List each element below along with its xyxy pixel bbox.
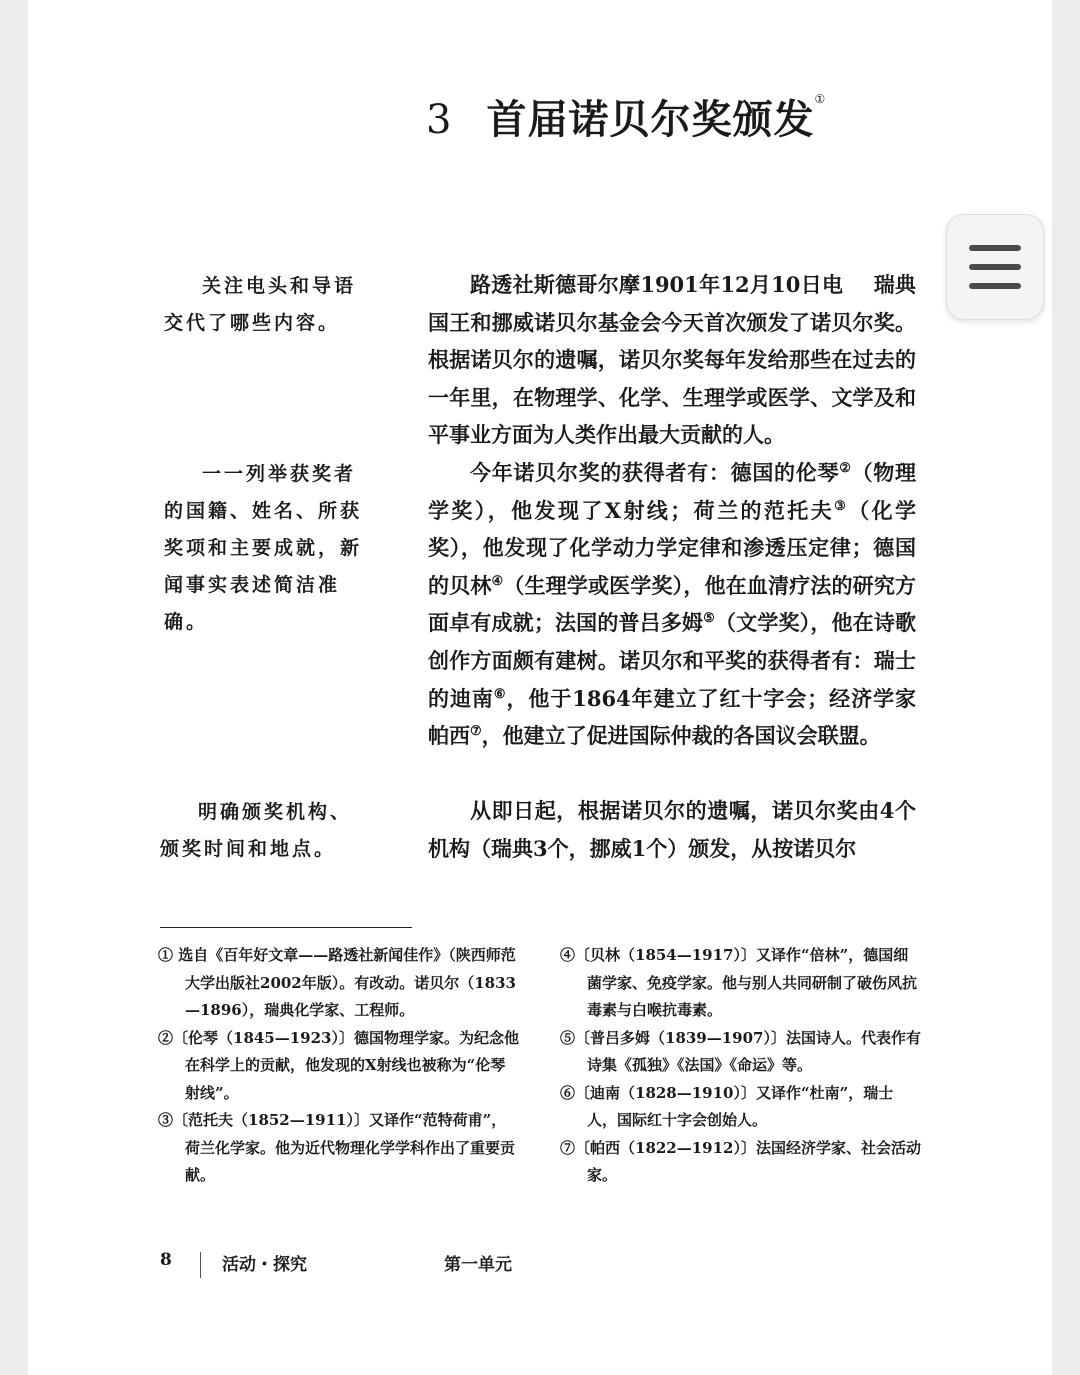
article-paragraph-3: 从即日起，根据诺贝尔的遗嘱，诺贝尔奖由4个机构（瑞典3个，挪威1个）颁发，从按诺贝尔 <box>428 798 916 861</box>
footnotes-right <box>560 942 922 1190</box>
footnote-2: ②〔伦琴（1845—1923）〕德国物理学家。为纪念他在科学上的贡献，他发现的X射线也被称为“伦琴射线”。 <box>158 1028 519 1102</box>
lesson-number: 3 <box>426 97 453 143</box>
article-paragraph-1 <box>428 266 916 454</box>
footnotes-left <box>158 942 520 1190</box>
dateline: 路透社斯德哥尔摩1901年12月10日电 <box>470 272 844 297</box>
side-note-1: 关注电头和导语交代了哪些内容。 <box>164 275 357 334</box>
footnote-ref[interactable]: ④ <box>491 573 504 589</box>
title-footnote-mark: ① <box>814 92 827 106</box>
footnote-1: ① 选自《百年好文章——路透社新闻佳作》（陕西师范大学出版社2002年版）。有改动。诺贝尔（1833—1896），瑞典化学家、工程师。 <box>158 946 516 1019</box>
footnote-ref[interactable]: ⑤ <box>703 611 715 627</box>
page-number: 8 <box>160 1250 172 1270</box>
footnote-ref[interactable]: ⑦ <box>470 724 482 740</box>
footnote-3: ③〔范托夫（1852—1911）〕又译作“范特荷甫”，荷兰化学家。他为近代物理化学学科作出了重要贡献。 <box>158 1111 516 1184</box>
footer-unit: 第一单元 <box>444 1255 512 1275</box>
footnote-6: ⑥〔迪南（1828—1910）〕又译作“杜南”，瑞士人，国际红十字会创始人。 <box>560 1083 894 1129</box>
article-paragraph-2: 今年诺贝尔奖的获得者有：德国的伦琴②（物理学奖），他发现了X射线；荷兰的范托夫③（化学奖），他发现了化学动力学定律和渗透压定律；德国的贝林④（生理学或医学奖），他在血清疗法的研究方面卓有成就；法国的普吕多姆⑤（文学奖），他在诗歌创作方面颇有建树。诺贝尔和平奖的获得者有：瑞士的迪南⑥，他于1864年建立了红十字会；经济学家帕西⑦，他建立了促进国际仲裁的各国议会联盟。 <box>428 460 917 749</box>
footnote-7: ⑦〔帕西（1822—1912）〕法国经济学家、社会活动家。 <box>560 1138 921 1184</box>
footnote-ref[interactable]: ⑥ <box>493 686 507 702</box>
side-note-2: 一一列举获奖者的国籍、姓名、所获奖项和主要成就，新闻事实表述简洁准确。 <box>164 463 363 633</box>
side-note-3: 明确颁奖机构、颁奖时间和地点。 <box>160 801 353 860</box>
footnote-divider <box>160 927 412 928</box>
lead-text: 瑞典国王和挪威诺贝尔基金会今天首次颁发了诺贝尔奖。根据诺贝尔的遗嘱，诺贝尔奖每年发给那些在过去的一年里，在物理学、化学、生理学或医学、文学及和平事业方面为人类作出最大贡献的人。 <box>428 272 916 448</box>
footnote-ref[interactable]: ② <box>839 461 852 476</box>
menu-button[interactable] <box>946 214 1044 320</box>
footnote-4: ④〔贝林（1854—1917）〕又译作“倍林”，德国细菌学家、免疫学家。他与别人共同研制了破伤风抗毒素与白喉抗毒素。 <box>560 946 918 1019</box>
footer-section: 活动・探究 <box>222 1255 307 1275</box>
lesson-title: 首届诺贝尔奖颁发 <box>486 96 815 143</box>
page-title <box>426 88 826 145</box>
footnote-ref[interactable]: ③ <box>834 498 849 514</box>
footer-separator <box>200 1252 201 1278</box>
footnote-5: ⑤〔普吕多姆（1839—1907）〕法国诗人。代表作有诗集《孤独》《法国》《命运》等。 <box>560 1028 921 1074</box>
